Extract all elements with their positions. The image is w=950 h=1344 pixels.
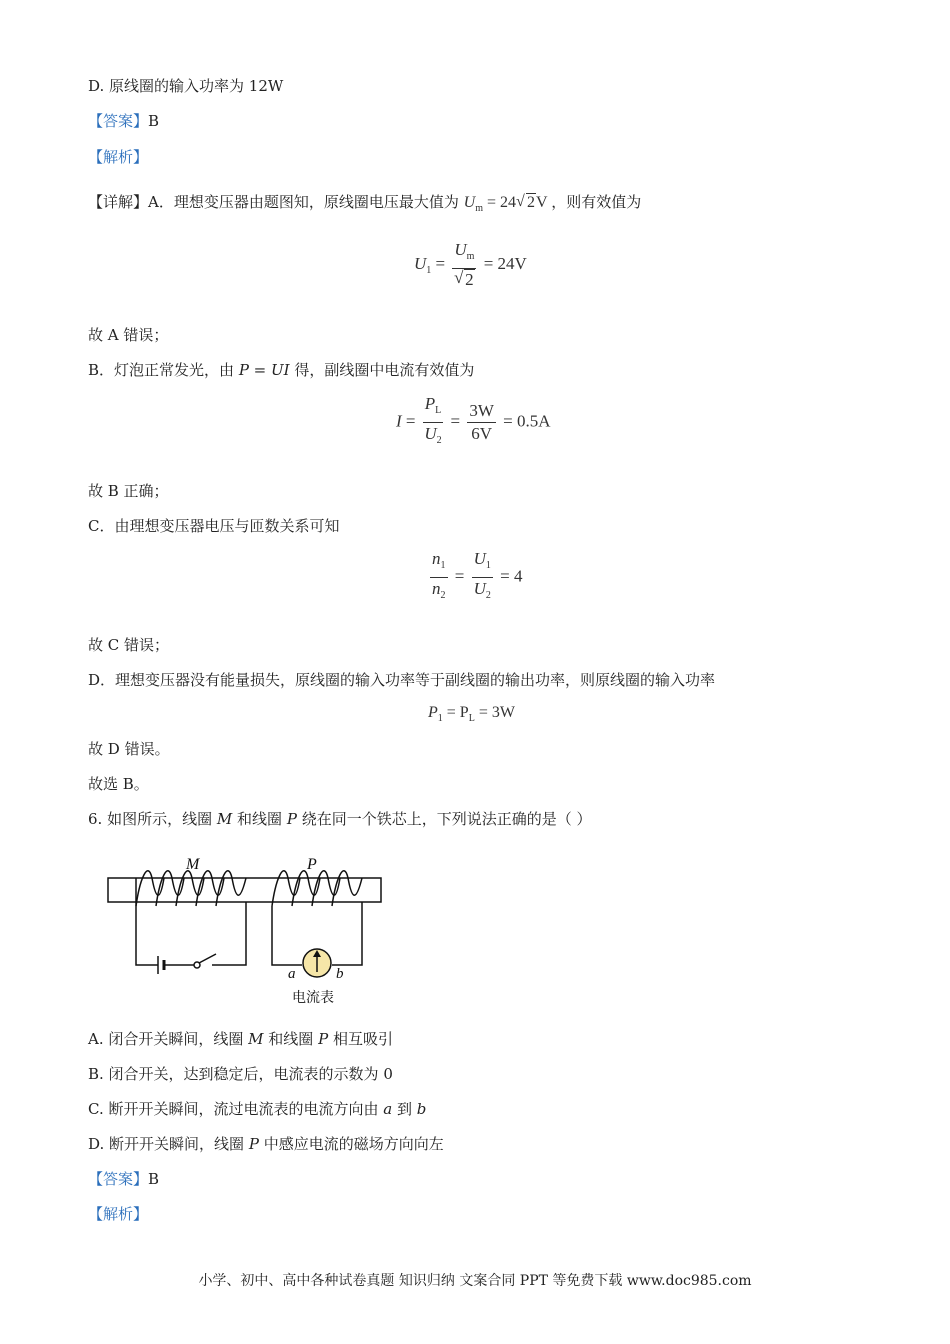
option-d-line: D. 原线圈的输入功率为 12W bbox=[88, 77, 284, 95]
a-wrong-line: 故 A 错误； bbox=[88, 326, 169, 344]
answer-line bbox=[88, 111, 159, 131]
page-footer: 小学、初中、高中各种试卷真题 知识归纳 文案合同 PPT 等免费下载 www.doc985.com bbox=[198, 1273, 752, 1289]
ammeter-caption: 电流表 bbox=[292, 990, 334, 1006]
d-intro-line: D．理想变压器没有能量损失，原线圈的输入功率等于副线圈的输出功率，则原线圈的输入功率 bbox=[88, 671, 716, 689]
question-6-stem: 6. 如图所示，线圈 M 和线圈 P 绕在同一个铁芯上，下列说法正确的是（ ） bbox=[88, 810, 592, 828]
d-wrong-line: 故 D 错误。 bbox=[88, 740, 170, 758]
label-a: a bbox=[288, 966, 296, 982]
choose-line: 故选 B。 bbox=[88, 775, 149, 793]
u1-equation: $U_1$ = $U_m$ √ 2 = 24V bbox=[414, 240, 527, 289]
analysis-tag: 【解析】 bbox=[88, 148, 149, 166]
p1-equation: $P_1 = P_L = 3W$ bbox=[428, 704, 515, 724]
answer-tag: 【答案】 bbox=[88, 112, 149, 130]
analysis-tag-2: 【解析】 bbox=[88, 1205, 149, 1223]
coil-m bbox=[136, 871, 246, 906]
option-b: B. 闭合开关，达到稳定后，电流表的示数为 0 bbox=[88, 1065, 393, 1083]
m-circuit bbox=[136, 902, 246, 974]
option-c: C. 断开开关瞬间，流过电流表的电流方向由 a 到 b bbox=[88, 1100, 427, 1118]
option-a: A. 闭合开关瞬间，线圈 M 和线圈 P 相互吸引 bbox=[88, 1030, 393, 1048]
i-equation: I = $\frac{P_L}{U_2}$ = $\frac{3W}{6V}$ = 0.5A bbox=[396, 394, 551, 446]
answer-line-2: 【答案】B bbox=[88, 1170, 160, 1188]
option-d: D. 断开开关瞬间，线圈 P 中感应电流的磁场方向向左 bbox=[88, 1135, 444, 1153]
c-intro-line: C．由理想变压器电压与匝数关系可知 bbox=[88, 517, 340, 535]
coil-circuit-diagram bbox=[100, 850, 390, 1010]
coil-p bbox=[272, 871, 362, 906]
label-b: b bbox=[336, 966, 344, 982]
label-m: M bbox=[186, 856, 200, 873]
b-intro-line: B．灯泡正常发光，由 P = UI 得，副线圈中电流有效值为 bbox=[88, 361, 475, 379]
b-right-line: 故 B 正确； bbox=[88, 482, 169, 500]
c-wrong-line: 故 C 错误； bbox=[88, 636, 170, 654]
um-inline-equation: $U_m = 24$ √ 2V bbox=[463, 193, 548, 214]
detail-line: 【详解】A．理想变压器由题图知，原线圈电压最大值为 $U_m = 24$ √ 2V ，则有效值为 bbox=[88, 193, 642, 214]
label-p: P bbox=[307, 856, 317, 873]
answer-value: B bbox=[148, 112, 160, 130]
turns-ratio-equation: $\frac{n_1}{n_2}$ = $\frac{U_1}{U_2}$ = 4 bbox=[432, 549, 523, 601]
